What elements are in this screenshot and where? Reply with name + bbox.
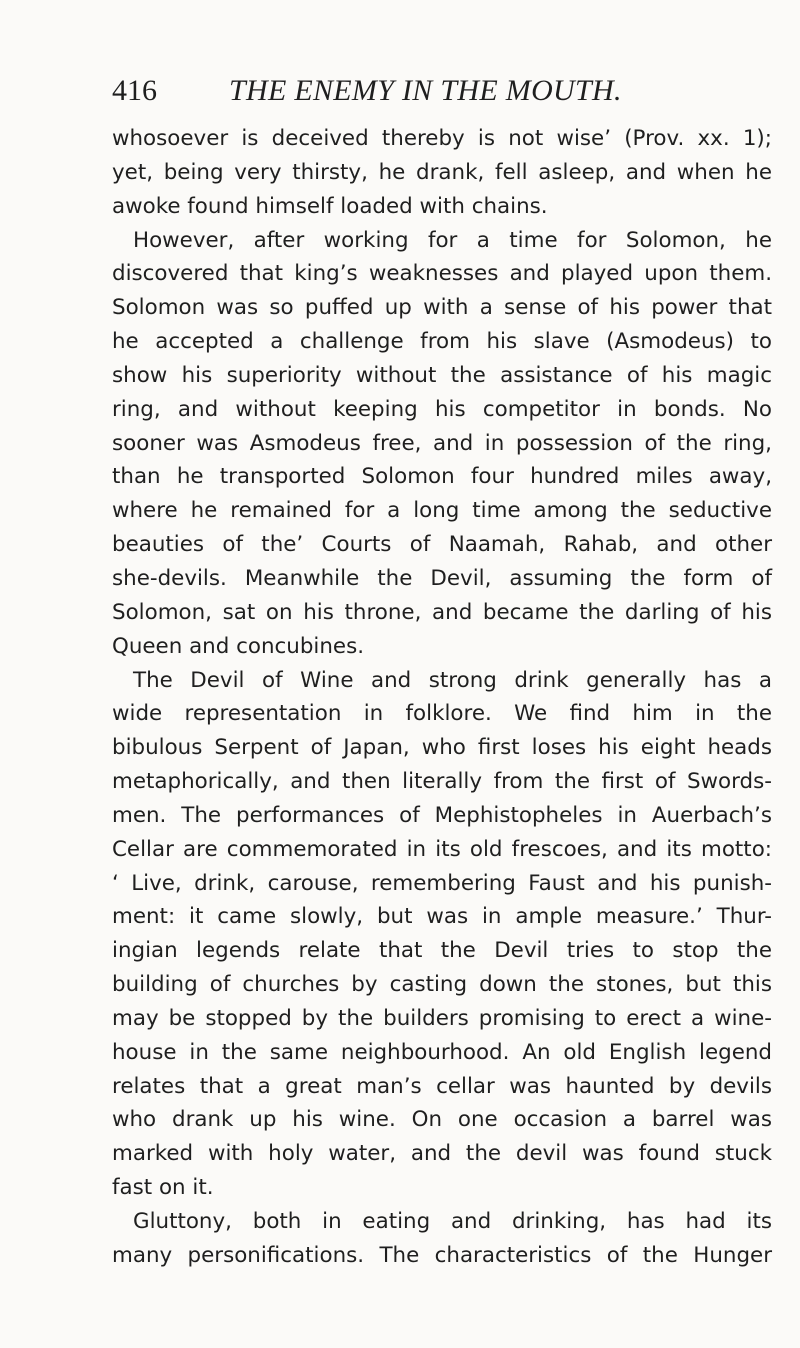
text-line: Cellar are commemorated in its old frescoes, and its motto: bbox=[112, 836, 772, 862]
text-line: marked with holy water, and the devil was found stuck bbox=[112, 1141, 772, 1167]
text-line: wide representation in folklore. We find him in the bbox=[112, 701, 772, 727]
text-line: whosoever is deceived thereby is not wise’ (Prov. xx. 1); bbox=[112, 126, 772, 151]
text-line: awoke found himself loaded with chains. bbox=[112, 193, 548, 219]
text-line: metaphorically, and then literally from the first of Swords- bbox=[112, 769, 772, 795]
text-line: ‘ Live, drink, carouse, remembering Faust and his punish- bbox=[112, 870, 772, 896]
text-line: ring, and without keeping his competitor in bonds. No bbox=[112, 396, 772, 422]
body-text bbox=[112, 122, 772, 1273]
page-header bbox=[112, 71, 772, 111]
text-line: many personifications. The characteristics of the Hunger bbox=[112, 1242, 772, 1268]
text-line: Queen and concubines. bbox=[112, 633, 365, 659]
text-line: yet, being very thirsty, he drank, fell asleep, and when he bbox=[112, 159, 772, 185]
text-line: fast on it. bbox=[112, 1175, 214, 1201]
text-line: bibulous Serpent of Japan, who first loses his eight heads bbox=[112, 735, 772, 761]
text-line: Solomon was so puffed up with a sense of his power that bbox=[112, 295, 772, 321]
page-number: 416 bbox=[112, 74, 157, 107]
text-line: building of churches by casting down the stones, but this bbox=[112, 972, 772, 998]
text-line: house in the same neighbourhood. An old English legend bbox=[112, 1039, 772, 1065]
text-line: he accepted a challenge from his slave (Asmodeus) to bbox=[112, 329, 772, 355]
text-line: discovered that king’s weaknesses and played upon them. bbox=[112, 261, 772, 287]
text-line: sooner was Asmodeus free, and in possession of the ring, bbox=[112, 430, 772, 456]
text-line: she-devils. Meanwhile the Devil, assuming the form of bbox=[112, 565, 772, 591]
text-line: than he transported Solomon four hundred miles away, bbox=[112, 464, 772, 490]
text-line: Gluttony, both in eating and drinking, has had its bbox=[133, 1209, 772, 1234]
text-line: men. The performances of Mephistopheles in Auerbach’s bbox=[112, 802, 772, 828]
text-line: where he remained for a long time among the seductive bbox=[112, 498, 772, 524]
text-line: Solomon, sat on his throne, and became the darling of his bbox=[112, 599, 772, 625]
text-line: beauties of the’ Courts of Naamah, Rahab, and other bbox=[112, 532, 772, 558]
text-line: However, after working for a time for Solomon, he bbox=[133, 227, 772, 253]
running-title: THE ENEMY IN THE MOUTH. bbox=[229, 74, 622, 107]
text-line: ment: it came slowly, but was in ample measure.’ Thur- bbox=[112, 904, 772, 930]
text-line: who drank up his wine. On one occasion a barrel was bbox=[112, 1107, 772, 1133]
text-line: The Devil of Wine and strong drink generally has a bbox=[133, 667, 772, 693]
text-line: show his superiority without the assistance of his magic bbox=[112, 362, 772, 388]
text-line: may be stopped by the builders promising to erect a wine- bbox=[112, 1005, 772, 1031]
text-line: relates that a great man’s cellar was haunted by devils bbox=[112, 1073, 772, 1099]
text-line: ingian legends relate that the Devil tries to stop the bbox=[112, 938, 772, 964]
